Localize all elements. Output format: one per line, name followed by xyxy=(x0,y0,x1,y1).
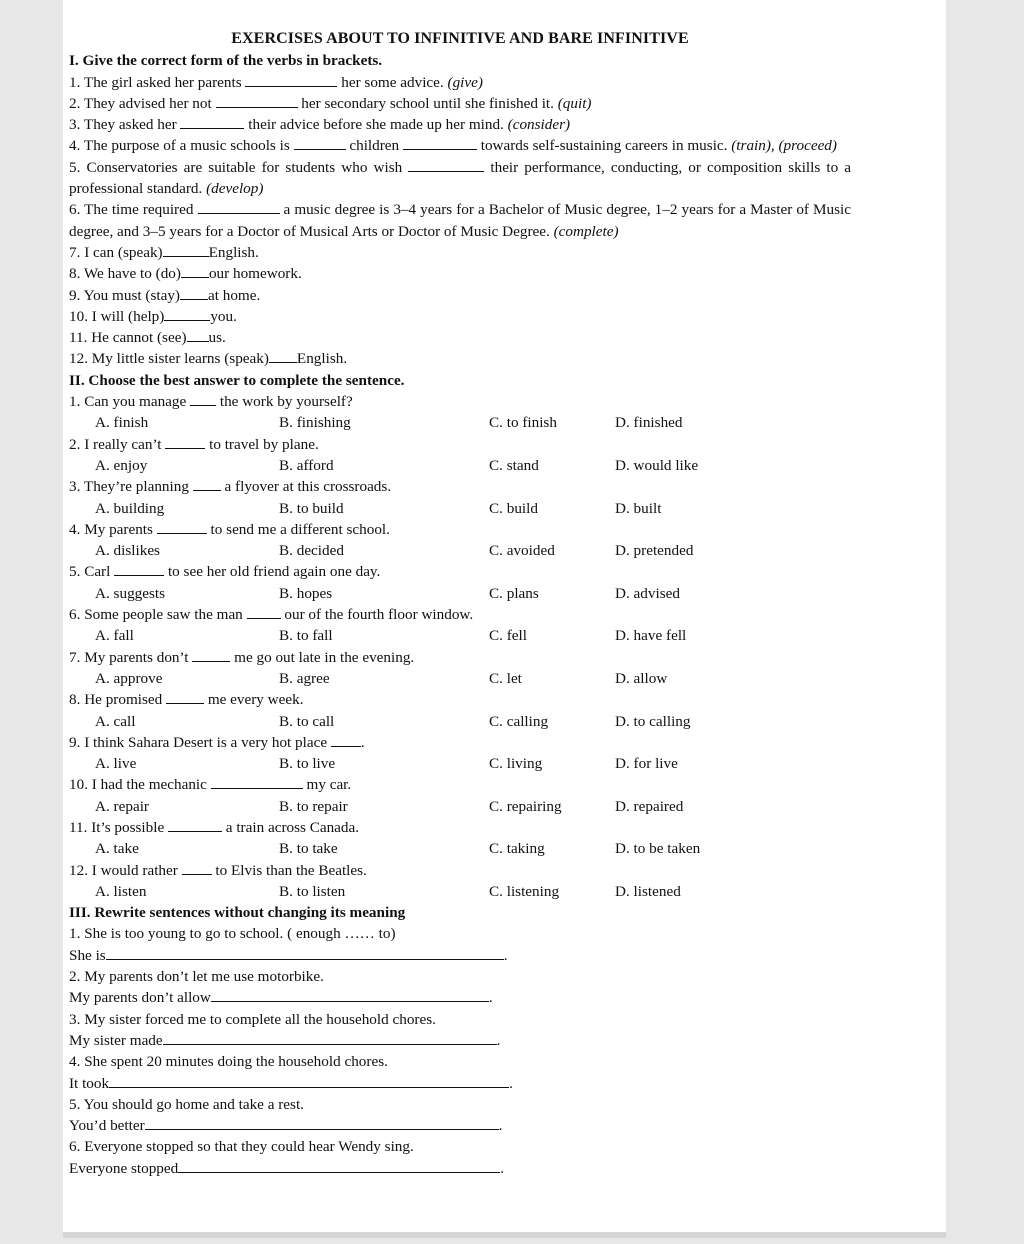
answer-options xyxy=(69,455,851,476)
option-c[interactable]: C. build xyxy=(489,499,538,517)
option-b[interactable]: B. to repair xyxy=(279,797,348,815)
page-title: EXERCISES ABOUT TO INFINITIVE AND BARE INFINITIVE xyxy=(231,30,689,47)
answer-blank[interactable] xyxy=(190,391,216,406)
answer-blank[interactable] xyxy=(211,774,303,789)
answer-options xyxy=(69,412,851,433)
page-shadow xyxy=(63,1232,946,1238)
option-b[interactable]: B. to listen xyxy=(279,882,346,900)
option-c[interactable]: C. plans xyxy=(489,584,539,602)
option-c[interactable]: C. listening xyxy=(489,882,560,900)
part1-item-2: 2. They advised her not her secondary school until she finished it. (quit) xyxy=(69,94,592,112)
part1-item-12: 12. My little sister learns (speak) English. xyxy=(69,350,348,368)
rewrite-blank[interactable] xyxy=(178,1158,500,1173)
part1-item-9: 9. You must (stay) at home. xyxy=(69,286,261,304)
answer-options xyxy=(69,753,851,774)
part1-item-8: 8. We have to (do) our homework. xyxy=(69,265,302,283)
rewrite-question-1: 1. She is too young to go to school. ( enough …… to) xyxy=(69,925,396,943)
option-b[interactable]: B. to build xyxy=(279,499,344,517)
answer-options xyxy=(69,838,851,859)
option-d[interactable]: D. repaired xyxy=(615,797,684,815)
rewrite-question-5: 5. You should go home and take a rest. xyxy=(69,1095,304,1113)
part1-item-3: 3. They asked her their advice before she made up her mind. (consider) xyxy=(69,116,571,134)
question-1: 1. Can you manage the work by yourself? xyxy=(69,393,353,411)
rewrite-answer-2: My parents don’t allow . xyxy=(69,989,493,1007)
answer-blank[interactable] xyxy=(247,604,281,619)
answer-options xyxy=(69,540,851,561)
option-c[interactable]: C. repairing xyxy=(489,797,562,815)
answer-options xyxy=(69,881,851,902)
option-b[interactable]: B. decided xyxy=(279,542,344,560)
part1-heading: I. Give the correct form of the verbs in brackets. xyxy=(69,52,383,70)
answer-options xyxy=(69,796,851,817)
option-b[interactable]: B. to fall xyxy=(279,627,333,645)
part1-item-1: 1. The girl asked her parents her some advice. (give) xyxy=(69,73,483,91)
rewrite-answer-5: You’d better . xyxy=(69,1117,503,1135)
answer-blank[interactable] xyxy=(165,434,205,449)
answer-options xyxy=(69,625,851,646)
question-7: 7. My parents don’t me go out late in the evening. xyxy=(69,648,415,666)
question-10: 10. I had the mechanic my car. xyxy=(69,776,352,794)
answer-blank[interactable] xyxy=(192,647,230,662)
rewrite-answer-6: Everyone stopped . xyxy=(69,1159,505,1177)
option-a[interactable]: A. live xyxy=(95,755,137,773)
option-d[interactable]: D. listened xyxy=(615,882,681,900)
option-d[interactable]: D. to be taken xyxy=(615,840,701,858)
option-b[interactable]: B. agree xyxy=(279,669,330,687)
part1-item-6: 6. The time required a music degree is 3–4 years for a Bachelor of Music degree, 1–2 years for a Master of Music degree, and 3–5 years for a Doctor of Musical Arts or Doctor of Music Degree. (complete) xyxy=(69,201,851,240)
option-a[interactable]: A. suggests xyxy=(95,584,166,602)
option-a[interactable]: A. listen xyxy=(95,882,147,900)
option-d[interactable]: D. built xyxy=(615,499,662,517)
option-b[interactable]: B. hopes xyxy=(279,584,333,602)
option-b[interactable]: B. to call xyxy=(279,712,335,730)
option-d[interactable]: D. allow xyxy=(615,669,668,687)
option-d[interactable]: D. pretended xyxy=(615,542,694,560)
option-a[interactable]: A. call xyxy=(95,712,136,730)
part3-heading: III. Rewrite sentences without changing its meaning xyxy=(69,904,406,922)
answer-options xyxy=(69,668,851,689)
answer-blank[interactable] xyxy=(166,689,204,704)
option-c[interactable]: C. avoided xyxy=(489,542,555,560)
answer-blank[interactable] xyxy=(114,561,164,576)
option-c[interactable]: C. taking xyxy=(489,840,545,858)
option-d[interactable]: D. to calling xyxy=(615,712,691,730)
answer-blank[interactable] xyxy=(157,519,207,534)
rewrite-answer-4: It took . xyxy=(69,1074,513,1092)
question-2: 2. I really can’t to travel by plane. xyxy=(69,435,319,453)
option-a[interactable]: A. fall xyxy=(95,627,134,645)
answer-blank[interactable] xyxy=(331,732,361,747)
rewrite-blank[interactable] xyxy=(145,1115,499,1130)
option-d[interactable]: D. have fell xyxy=(615,627,687,645)
question-9: 9. I think Sahara Desert is a very hot place . xyxy=(69,733,365,751)
question-11: 11. It’s possible a train across Canada. xyxy=(69,818,360,836)
part1-item-11: 11. He cannot (see) us. xyxy=(69,329,226,347)
option-a[interactable]: A. finish xyxy=(95,414,149,432)
rewrite-question-6: 6. Everyone stopped so that they could hear Wendy sing. xyxy=(69,1138,414,1156)
part2-heading: II. Choose the best answer to complete the sentence. xyxy=(69,371,405,389)
rewrite-question-2: 2. My parents don’t let me use motorbike. xyxy=(69,968,324,986)
option-b[interactable]: B. to live xyxy=(279,755,336,773)
part1-item-10: 10. I will (help) you. xyxy=(69,307,237,325)
answer-options xyxy=(69,583,851,604)
rewrite-question-4: 4. She spent 20 minutes doing the household chores. xyxy=(69,1053,388,1071)
option-a[interactable]: A. enjoy xyxy=(95,456,148,474)
answer-blank[interactable] xyxy=(193,476,221,491)
answer-options xyxy=(69,711,851,732)
worksheet-content xyxy=(69,28,851,1179)
option-c[interactable]: C. calling xyxy=(489,712,549,730)
question-3: 3. They’re planning a flyover at this crossroads. xyxy=(69,478,392,496)
question-4: 4. My parents to send me a different school. xyxy=(69,520,390,538)
answer-blank[interactable] xyxy=(182,860,212,875)
rewrite-blank[interactable] xyxy=(211,987,489,1002)
question-6: 6. Some people saw the man our of the fourth floor window. xyxy=(69,606,474,624)
answer-options xyxy=(69,498,851,519)
answer-blank[interactable] xyxy=(168,817,222,832)
option-d[interactable]: D. for live xyxy=(615,755,678,773)
part3-items xyxy=(69,923,851,1179)
rewrite-answer-1: She is . xyxy=(69,946,508,964)
option-d[interactable]: D. would like xyxy=(615,456,699,474)
option-b[interactable]: B. to take xyxy=(279,840,338,858)
rewrite-blank[interactable] xyxy=(109,1073,509,1088)
part1-item-5: 5. Conservatories are suitable for students who wish their performance, conducting, or composition skills to a professional standard. (develop) xyxy=(69,158,851,198)
part1-item-4: 4. The purpose of a music schools is children towards self-sustaining careers in music. (train), (proceed) xyxy=(69,137,837,155)
question-8: 8. He promised me every week. xyxy=(69,691,304,709)
option-a[interactable]: A. repair xyxy=(95,797,149,815)
option-a[interactable]: A. building xyxy=(95,499,165,517)
option-c[interactable]: C. let xyxy=(489,669,522,687)
option-c[interactable]: C. to finish xyxy=(489,414,557,432)
option-a[interactable]: A. dislikes xyxy=(95,542,160,560)
rewrite-blank[interactable] xyxy=(163,1030,497,1045)
option-a[interactable]: A. approve xyxy=(95,669,163,687)
option-c[interactable]: C. stand xyxy=(489,456,539,474)
option-d[interactable]: D. advised xyxy=(615,584,680,602)
part2-questions xyxy=(69,391,851,902)
rewrite-blank[interactable] xyxy=(106,945,504,960)
option-c[interactable]: C. living xyxy=(489,755,543,773)
option-a[interactable]: A. take xyxy=(95,840,139,858)
part1-item-7: 7. I can (speak) English. xyxy=(69,243,259,261)
rewrite-answer-3: My sister made . xyxy=(69,1031,501,1049)
rewrite-question-3: 3. My sister forced me to complete all the household chores. xyxy=(69,1010,436,1028)
option-c[interactable]: C. fell xyxy=(489,627,527,645)
option-b[interactable]: B. finishing xyxy=(279,414,351,432)
question-5: 5. Carl to see her old friend again one day. xyxy=(69,563,381,581)
option-b[interactable]: B. afford xyxy=(279,456,334,474)
question-12: 12. I would rather to Elvis than the Beatles. xyxy=(69,861,367,879)
option-d[interactable]: D. finished xyxy=(615,414,683,432)
